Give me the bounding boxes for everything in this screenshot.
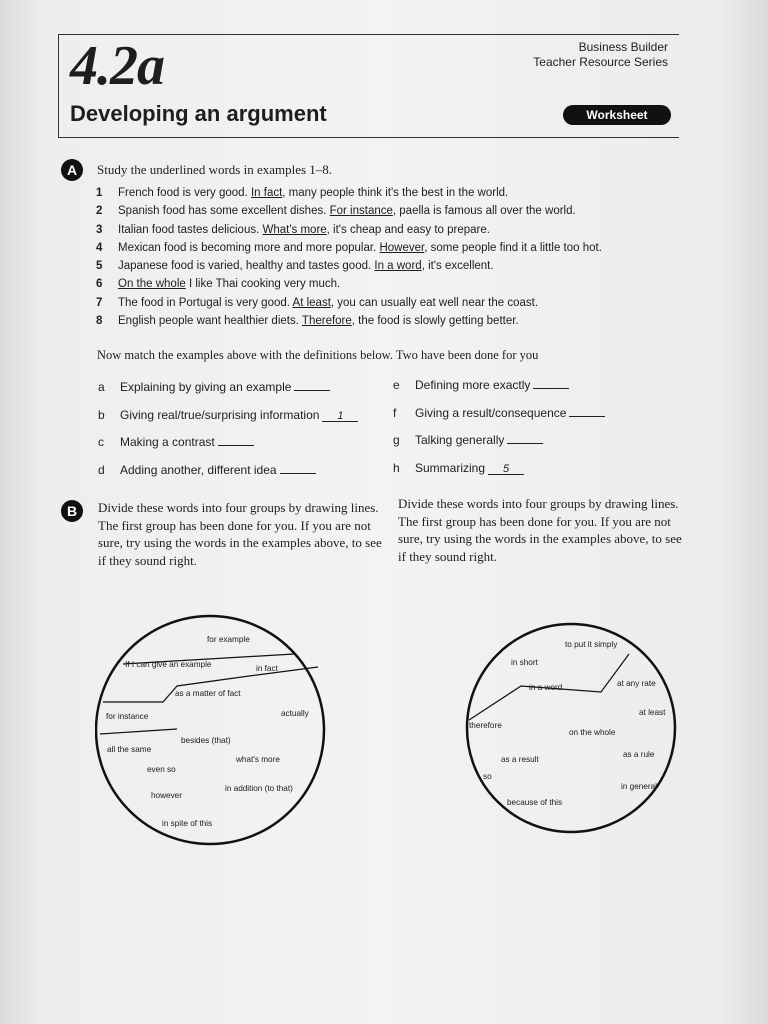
definition-letter: f — [393, 405, 397, 420]
word-wheel-right — [461, 612, 681, 852]
wheel-word: even so — [147, 765, 176, 774]
example-item — [96, 221, 602, 239]
example-linker: In fact — [250, 187, 283, 199]
example-number: 8 — [96, 315, 103, 328]
definition-item — [393, 400, 605, 428]
definition-text: Giving real/true/surprising information — [120, 407, 320, 422]
section-a-badge: A — [61, 159, 83, 181]
answer-blank[interactable] — [294, 380, 330, 391]
section-b-instruction-right: Divide these words into four groups by drawing lines. The first group has been done for you. If you are not sure, try using the words in the examples above, to see if they sound right. — [398, 496, 682, 564]
example-number: 2 — [96, 205, 103, 218]
example-linker: At least — [292, 296, 331, 309]
word-wheel-left — [95, 612, 335, 852]
example-text-end: , the food is slowly getting better. — [351, 315, 519, 328]
definitions-right — [393, 372, 605, 482]
answer-blank[interactable]: 1 — [322, 411, 358, 422]
answer-blank[interactable]: 5 — [488, 464, 524, 475]
definition-letter: c — [98, 435, 104, 449]
definition-text: Talking generally — [415, 433, 505, 447]
definition-text: Summarizing — [415, 460, 486, 475]
page-title: Developing an argument — [70, 101, 327, 126]
answer-blank[interactable] — [569, 406, 605, 417]
wheel-word: in short — [511, 658, 538, 667]
example-item — [96, 294, 602, 312]
wheel-word: for example — [207, 635, 250, 644]
answer-blank[interactable] — [507, 433, 543, 444]
definition-text: Adding another, different idea — [120, 462, 277, 477]
example-text-end: , you can usually eat well near the coast. — [330, 296, 539, 309]
definition-letter: b — [98, 407, 105, 422]
example-text: Japanese food is varied, healthy and tastes good. — [118, 260, 375, 273]
example-text: English people want healthier diets. — [118, 315, 302, 328]
example-text-end: I like Thai cooking very much. — [185, 278, 341, 291]
examples-list — [96, 184, 602, 330]
wheel-word: in addition (to that) — [225, 784, 293, 793]
answer-blank[interactable] — [533, 378, 569, 389]
wheel-word: in general — [621, 782, 657, 791]
example-text-end: , it's cheap and easy to prepare. — [326, 223, 490, 236]
example-text: French food is very good. — [118, 187, 251, 199]
example-number: 3 — [96, 223, 103, 236]
wheel-word: however — [151, 791, 182, 800]
wheel-word: for instance — [106, 712, 149, 721]
answer-blank[interactable] — [280, 463, 316, 474]
wheel-word: on the whole — [569, 728, 616, 737]
wheel-word: to put it simply — [565, 640, 618, 649]
example-linker: What's more — [262, 223, 327, 236]
wheel-left-divider-mid — [100, 729, 177, 734]
series-label — [533, 40, 668, 70]
section-b-instruction-left: Divide these words into four groups by drawing lines. The first group has been done for you. If you are not sure, try using the words in the examples above, to see if they sound right. — [98, 500, 382, 568]
definitions-left — [98, 374, 358, 484]
example-linker: However — [379, 241, 425, 254]
example-linker: On the whole — [118, 278, 186, 291]
example-linker: Therefore — [301, 315, 352, 328]
example-item — [96, 202, 602, 220]
definition-text: Explaining by giving an example — [120, 380, 292, 394]
definition-letter: e — [393, 378, 400, 392]
definition-letter: a — [98, 380, 105, 394]
definition-item — [393, 372, 605, 400]
example-item — [96, 239, 602, 257]
definition-item — [393, 455, 605, 483]
answer-blank[interactable] — [218, 435, 254, 446]
definition-letter: g — [393, 433, 400, 447]
wheel-word: so — [483, 772, 492, 781]
section-a-instruction: Study the underlined words in examples 1–8. — [97, 162, 333, 177]
wheel-word: at any rate — [617, 679, 656, 688]
match-instruction: Now match the examples above with the definitions below. Two have been done for you — [97, 348, 539, 362]
example-text: The food in Portugal is very good. — [118, 296, 293, 309]
wheel-word: therefore — [469, 721, 502, 730]
example-text-end: , paella is famous all over the world. — [392, 205, 576, 218]
wheel-word: what's more — [236, 755, 280, 764]
example-linker: For instance — [329, 205, 393, 218]
example-text: Italian food tastes delicious. — [118, 223, 263, 236]
example-text-end: , it's excellent. — [421, 260, 494, 273]
example-number: 5 — [96, 260, 103, 273]
example-item — [96, 312, 602, 330]
wheel-word: in a word — [529, 683, 563, 692]
wheel-word: as a result — [501, 755, 539, 764]
unit-number: 4.2a — [70, 35, 164, 97]
wheel-word: besides (that) — [181, 736, 231, 745]
wheel-word: in spite of this — [162, 819, 213, 828]
definition-item — [98, 402, 358, 430]
wheel-word: actually — [281, 709, 309, 718]
wheel-left-circle — [96, 616, 324, 844]
wheel-word: as a rule — [623, 750, 655, 759]
definition-text: Making a contrast — [120, 435, 215, 449]
wheel-word: because of this — [507, 798, 563, 807]
example-text: Spanish food has some excellent dishes. — [118, 205, 330, 218]
definition-letter: d — [98, 462, 105, 477]
worksheet-badge: Worksheet — [563, 105, 671, 125]
example-item — [96, 184, 602, 202]
example-item — [96, 275, 602, 293]
example-item — [96, 257, 602, 275]
definition-item — [393, 427, 605, 455]
definition-text: Defining more exactly — [415, 378, 531, 392]
definition-item — [98, 374, 358, 402]
definition-text: Giving a result/consequence — [415, 405, 567, 420]
wheel-word: all the same — [107, 745, 152, 754]
series-line-2: Teacher Resource Series — [533, 55, 668, 69]
definition-item — [98, 429, 358, 457]
series-line-1: Business Builder — [578, 40, 668, 54]
wheel-word: If I can give an example — [125, 660, 212, 669]
example-text-end: , many people think it's the best in the world. — [282, 187, 509, 199]
wheel-word: at least — [639, 708, 666, 717]
definition-letter: h — [393, 460, 400, 475]
example-text: Mexican food is becoming more and more popular. — [118, 241, 380, 254]
example-linker: In a word — [374, 260, 422, 273]
example-number: 1 — [96, 187, 103, 199]
example-number: 6 — [96, 278, 103, 291]
definition-item — [98, 457, 358, 485]
section-b-badge: B — [61, 500, 83, 522]
wheel-word: as a matter of fact — [175, 689, 241, 698]
wheel-word: in fact — [256, 664, 278, 673]
example-number: 4 — [96, 241, 103, 254]
example-text-end: , some people find it a little too hot. — [424, 241, 602, 254]
example-number: 7 — [96, 296, 103, 309]
